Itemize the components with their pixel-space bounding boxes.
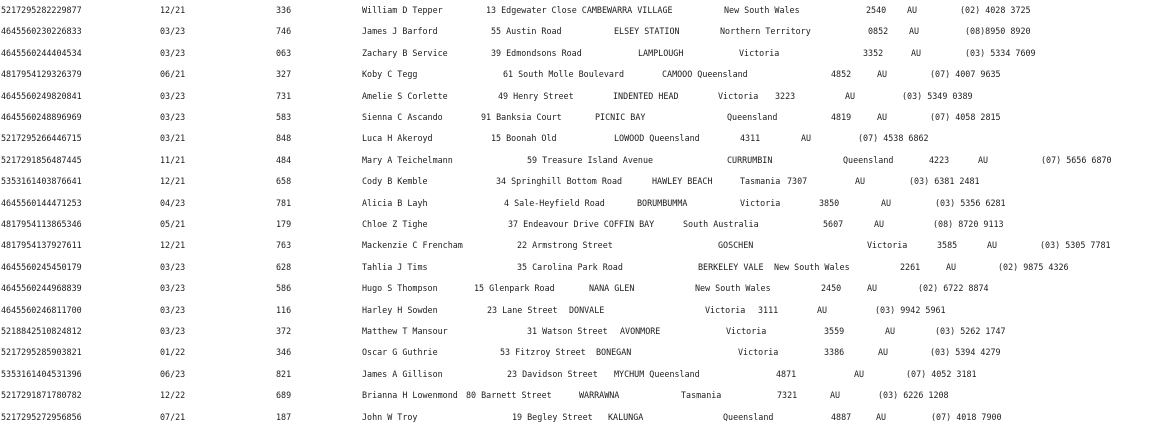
street-address: 80 Barnett Street [466, 390, 552, 401]
record-row [0, 368, 1174, 389]
expiry-date: 04/23 [160, 197, 186, 208]
city-name: LOWOOD Queensland [614, 133, 700, 144]
card-number: 4645560244404534 [1, 47, 82, 58]
record-row [0, 389, 1174, 410]
expiry-date: 03/23 [160, 47, 186, 58]
country-code: AU [817, 304, 828, 315]
phone-number: (07) 5656 6870 [1041, 154, 1112, 165]
card-number: 4645560244968839 [1, 283, 82, 294]
state-name: New South Wales [695, 283, 771, 294]
cvv-code: 746 [276, 26, 292, 37]
postcode: 5607 [823, 219, 844, 229]
postcode: 3223 [775, 90, 796, 101]
cardholder-name: Harley H Sowden [362, 304, 438, 315]
country-code: AU [845, 90, 856, 101]
street-address: 31 Watson Street [527, 326, 608, 336]
record-row [0, 90, 1174, 111]
street-address: 61 South Molle Boulevard [503, 69, 625, 80]
cardholder-name: Brianna H Lowenmond [362, 390, 458, 401]
cardholder-name: James A Gillison [362, 368, 443, 379]
state-name: Victoria [718, 90, 759, 101]
card-number: 4645560246811700 [1, 304, 82, 315]
city-name: NANA GLEN [589, 283, 635, 294]
phone-number: (07) 4052 3181 [906, 368, 977, 379]
record-row [0, 261, 1174, 282]
postcode: 3386 [824, 347, 845, 358]
country-code: AU [876, 411, 887, 422]
expiry-date: 12/21 [160, 176, 186, 187]
card-number: 5353161404531396 [1, 368, 82, 379]
postcode: 4223 [929, 154, 950, 165]
state-name: Queensland [723, 411, 774, 422]
expiry-date: 12/21 [160, 5, 186, 15]
street-address: 39 Edmondsons Road [491, 47, 582, 58]
expiry-date: 03/23 [160, 326, 186, 336]
cvv-code: 848 [276, 133, 292, 144]
expiry-date: 03/23 [160, 261, 186, 272]
record-row [0, 154, 1174, 175]
street-address: 22 Armstrong Street [517, 240, 613, 251]
state-name: Queensland [727, 112, 778, 122]
phone-number: (03) 5305 7781 [1040, 240, 1111, 251]
cvv-code: 586 [276, 283, 292, 294]
state-name: Victoria [726, 326, 767, 336]
state-name: Tasmania [740, 176, 781, 187]
city-name: AVONMORE [620, 326, 661, 336]
phone-number: (03) 6226 1208 [878, 390, 949, 401]
phone-number: (07) 4007 9635 [930, 69, 1001, 80]
state-name: Victoria [705, 304, 746, 315]
country-code: AU [877, 69, 888, 80]
street-address: 15 Glenpark Road [474, 283, 555, 294]
state-name: Victoria [867, 240, 908, 251]
cardholder-name: Oscar G Guthrie [362, 347, 438, 358]
cvv-code: 346 [276, 347, 292, 358]
city-name: ELSEY STATION [614, 26, 680, 37]
card-number: 5217295282229877 [1, 5, 82, 15]
cvv-code: 689 [276, 390, 292, 401]
cardholder-name: Sienna C Ascando [362, 112, 443, 122]
record-row [0, 175, 1174, 196]
expiry-date: 03/23 [160, 112, 186, 122]
record-row [0, 111, 1174, 132]
record-row [0, 4, 1174, 25]
record-row [0, 25, 1174, 46]
country-code: AU [830, 390, 841, 401]
expiry-date: 05/21 [160, 219, 186, 229]
phone-number: (03) 5334 7609 [965, 47, 1036, 58]
postcode: 3111 [758, 304, 779, 315]
country-code: AU [885, 326, 896, 336]
postcode: 3585 [937, 240, 958, 251]
cvv-code: 116 [276, 304, 292, 315]
card-number: 4645560245450179 [1, 261, 82, 272]
phone-number: (03) 5356 6281 [935, 197, 1006, 208]
postcode: 4311 [740, 133, 761, 144]
street-address: 4 Sale-Heyfield Road [504, 197, 605, 208]
cvv-code: 658 [276, 176, 292, 187]
phone-number: (08) 8720 9113 [933, 219, 1004, 229]
expiry-date: 06/23 [160, 368, 186, 379]
cvv-code: 628 [276, 261, 292, 272]
country-code: AU [881, 197, 892, 208]
postcode: 3850 [819, 197, 840, 208]
expiry-date: 07/21 [160, 411, 186, 422]
phone-number: (07) 4018 7900 [931, 411, 1002, 422]
phone-number: (03) 5262 1747 [935, 326, 1006, 336]
postcode: 2540 [866, 5, 887, 15]
cardholder-name: James J Barford [362, 26, 438, 37]
street-address: 91 Banksia Court [481, 112, 562, 122]
country-code: AU [801, 133, 812, 144]
phone-number: (03) 9942 5961 [875, 304, 946, 315]
cardholder-name: Matthew T Mansour [362, 326, 448, 336]
postcode: 2261 [900, 261, 921, 272]
expiry-date: 03/23 [160, 283, 186, 294]
phone-number: (07) 4538 6862 [858, 133, 929, 144]
city-name: BORUMBUMMA [637, 197, 688, 208]
expiry-date: 11/21 [160, 154, 186, 165]
cvv-code: 336 [276, 5, 292, 15]
city-name: DONVALE [569, 304, 605, 315]
street-address: 49 Henry Street [498, 90, 574, 101]
cardholder-name: Koby C Tegg [362, 69, 418, 80]
cardholder-name: John W Troy [362, 411, 418, 422]
city-name: CAMOOO Queensland [662, 69, 748, 80]
card-number: 4817954113865346 [1, 219, 82, 229]
cardholder-name: Luca H Akeroyd [362, 133, 433, 144]
phone-number: (07) 4058 2815 [930, 112, 1001, 122]
state-name: New South Wales [724, 5, 800, 15]
postcode: 3559 [824, 326, 845, 336]
street-address: 37 Endeavour Drive COFFIN BAY [508, 219, 655, 229]
country-code: AU [987, 240, 998, 251]
street-address: 23 Davidson Street [507, 368, 598, 379]
cardholder-name: William D Tepper [362, 5, 443, 15]
state-name: Victoria [740, 197, 781, 208]
record-row [0, 218, 1174, 239]
city-name: GOSCHEN [718, 240, 754, 251]
phone-number: (02) 9875 4326 [998, 261, 1069, 272]
record-row [0, 197, 1174, 218]
postcode: 4819 [831, 112, 852, 122]
cardholder-name: Amelie S Corlette [362, 90, 448, 101]
country-code: AU [877, 112, 888, 122]
state-name: Northern Territory [720, 26, 811, 37]
cardholder-name: Mackenzie C Frencham [362, 240, 463, 251]
country-code: AU [909, 26, 920, 37]
state-name: Victoria [739, 47, 780, 58]
cvv-code: 063 [276, 47, 292, 58]
expiry-date: 03/23 [160, 304, 186, 315]
city-name: BONEGAN [596, 347, 632, 358]
card-number: 5217295266446715 [1, 133, 82, 144]
state-name: Queensland [843, 154, 894, 165]
country-code: AU [911, 47, 922, 58]
postcode: 4871 [776, 368, 797, 379]
street-address: 19 Begley Street [512, 411, 593, 422]
country-code: AU [867, 283, 878, 294]
cvv-code: 327 [276, 69, 292, 80]
expiry-date: 03/21 [160, 133, 186, 144]
cvv-code: 372 [276, 326, 292, 336]
phone-number: (02) 6722 8874 [918, 283, 989, 294]
phone-number: (03) 6381 2481 [909, 176, 980, 187]
card-number: 4645560248896969 [1, 112, 82, 122]
phone-number: (02) 4028 3725 [960, 5, 1031, 15]
cvv-code: 781 [276, 197, 292, 208]
card-number: 4817954137927611 [1, 240, 82, 251]
street-address: 55 Austin Road [491, 26, 562, 37]
expiry-date: 12/22 [160, 390, 186, 401]
cardholder-name: Zachary B Service [362, 47, 448, 58]
card-number: 5353161403876641 [1, 176, 82, 187]
street-address: 35 Carolina Park Road [517, 261, 623, 272]
cardholder-name: Hugo S Thompson [362, 283, 438, 294]
city-name: HAWLEY BEACH [652, 176, 713, 187]
country-code: AU [978, 154, 989, 165]
expiry-date: 03/23 [160, 90, 186, 101]
record-row [0, 346, 1174, 367]
record-row [0, 282, 1174, 303]
cardholder-name: Cody B Kemble [362, 176, 428, 187]
cvv-code: 484 [276, 154, 292, 165]
city-name: WARRAWNA [579, 390, 620, 401]
country-code: AU [946, 261, 957, 272]
cvv-code: 187 [276, 411, 292, 422]
expiry-date: 06/21 [160, 69, 186, 80]
card-number: 4645560249820841 [1, 90, 82, 101]
phone-number: (08)8950 8920 [965, 26, 1031, 37]
card-number: 5217295272956856 [1, 411, 82, 422]
city-name: MYCHUM Queensland [614, 368, 700, 379]
record-row [0, 47, 1174, 68]
expiry-date: 03/23 [160, 26, 186, 37]
street-address: 23 Lane Street [487, 304, 558, 315]
card-number: 5218842510824812 [1, 326, 82, 336]
state-name: South Australia [683, 219, 759, 229]
record-row [0, 411, 1174, 432]
postcode: 4852 [831, 69, 852, 80]
postcode: 0852 [868, 26, 889, 37]
card-number: 5217291871780782 [1, 390, 82, 401]
city-name: CURRUMBIN [727, 154, 773, 165]
country-code: AU [878, 347, 889, 358]
cvv-code: 763 [276, 240, 292, 251]
record-row [0, 68, 1174, 89]
record-row [0, 132, 1174, 153]
card-number: 4645560144471253 [1, 197, 82, 208]
record-row [0, 239, 1174, 260]
city-name: BERKELEY VALE [698, 261, 764, 272]
postcode: 7307 [787, 176, 808, 187]
street-address: 59 Treasure Island Avenue [527, 154, 654, 165]
country-code: AU [855, 176, 866, 187]
postcode: 2450 [821, 283, 842, 294]
country-code: AU [854, 368, 865, 379]
cvv-code: 821 [276, 368, 292, 379]
card-number: 4645560230226833 [1, 26, 82, 37]
cvv-code: 583 [276, 112, 292, 122]
state-name: New South Wales [774, 261, 850, 272]
cardholder-name: Alicia B Layh [362, 197, 428, 208]
cvv-code: 179 [276, 219, 292, 229]
card-number: 5217295285903821 [1, 347, 82, 358]
city-name: INDENTED HEAD [613, 90, 679, 101]
record-row [0, 325, 1174, 346]
postcode: 4887 [831, 411, 852, 422]
record-row [0, 304, 1174, 325]
phone-number: (03) 5394 4279 [930, 347, 1001, 358]
city-name: LAMPLOUGH [638, 47, 684, 58]
phone-number: (03) 5349 0389 [902, 90, 973, 101]
street-address: 15 Boonah Old [491, 133, 557, 144]
street-address: 34 Springhill Bottom Road [496, 176, 623, 187]
state-name: Victoria [738, 347, 779, 358]
expiry-date: 01/22 [160, 347, 186, 358]
postcode: 7321 [777, 390, 798, 401]
cardholder-name: Mary A Teichelmann [362, 154, 453, 165]
card-number: 4817954129326379 [1, 69, 82, 80]
country-code: AU [874, 219, 885, 229]
cardholder-name: Tahlia J Tims [362, 261, 428, 272]
cvv-code: 731 [276, 90, 292, 101]
card-number: 5217291856487445 [1, 154, 82, 165]
state-name: Tasmania [681, 390, 722, 401]
country-code: AU [907, 5, 918, 15]
postcode: 3352 [863, 47, 884, 58]
cardholder-name: Chloe Z Tighe [362, 219, 428, 229]
street-address: 53 Fitzroy Street [500, 347, 586, 358]
city-name: PICNIC BAY [595, 112, 646, 122]
street-address: 13 Edgewater Close CAMBEWARRA VILLAGE [486, 5, 673, 15]
expiry-date: 12/21 [160, 240, 186, 251]
city-name: KALUNGA [608, 411, 644, 422]
